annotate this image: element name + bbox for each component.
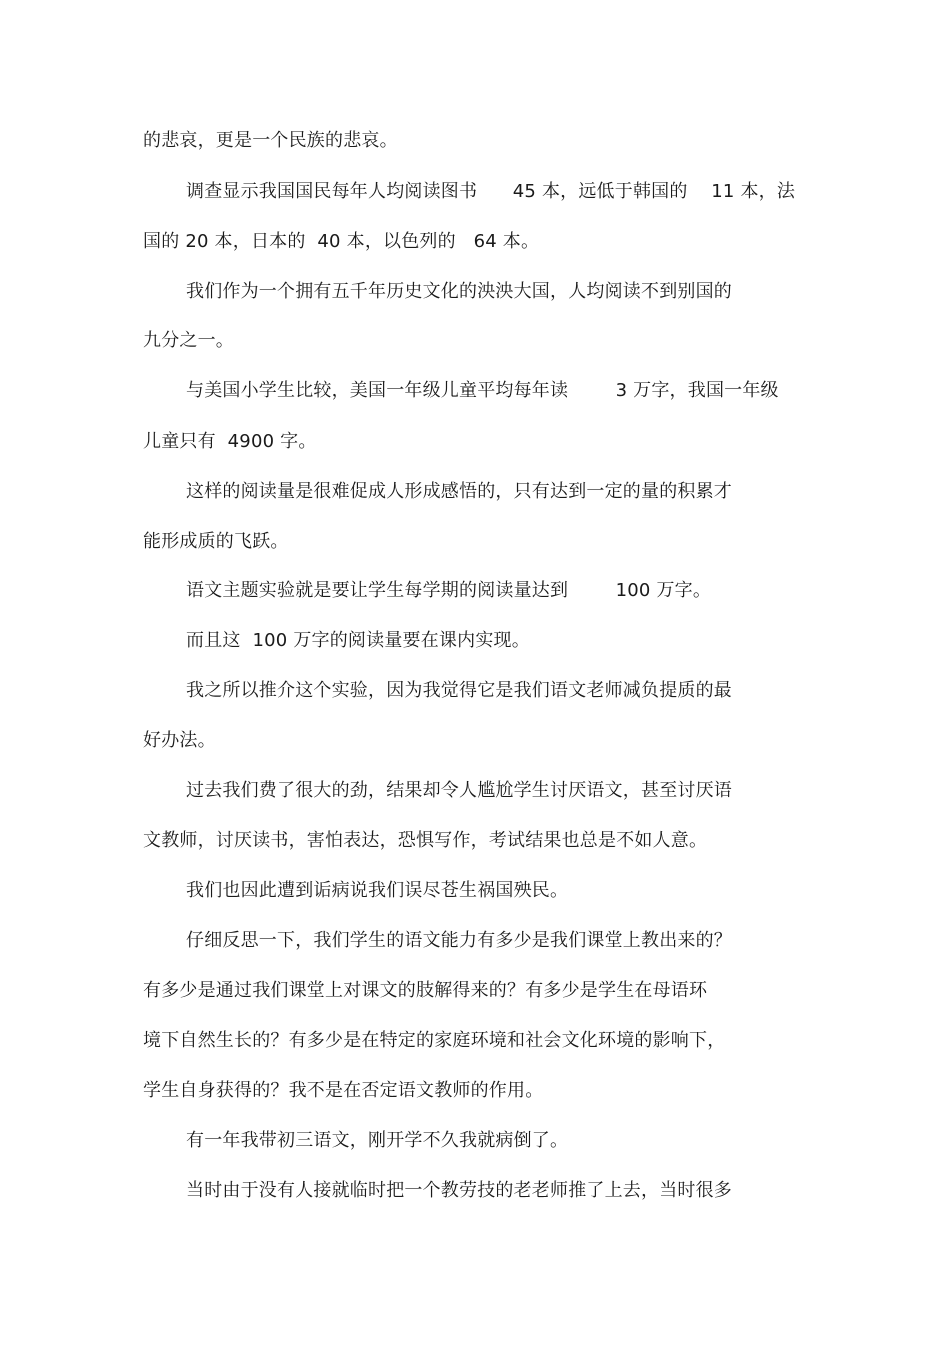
- text-line-22: 当时由于没有人接就临时把一个教劳技的老老师推了上去，当时很多: [186, 1180, 732, 1201]
- text-line-13: 好办法。: [143, 730, 216, 751]
- text-line-8: 这样的阅读量是很难促成人形成感悟的，只有达到一定的量的积累才: [186, 481, 732, 502]
- text-line-20: 学生自身获得的？我不是在否定语文教师的作用。: [143, 1080, 544, 1101]
- text-line-11: 而且这 100 万字的阅读量要在课内实现。: [186, 630, 530, 651]
- text-line-12: 我之所以推介这个实验，因为我觉得它是我们语文老师减负提质的最: [186, 680, 732, 701]
- text-line-5: 九分之一。: [143, 330, 234, 351]
- text-line-6: 与美国小学生比较，美国一年级儿童平均每年读 3 万字，我国一年级: [186, 380, 779, 401]
- text-line-2: 调查显示我国国民每年人均阅读图书 45 本，远低于韩国的 11 本，法: [186, 181, 796, 202]
- text-line-7: 儿童只有 4900 字。: [143, 431, 317, 452]
- text-line-1: 的悲哀，更是一个民族的悲哀。: [143, 130, 398, 151]
- text-line-19: 境下自然生长的？有多少是在特定的家庭环境和社会文化环境的影响下，: [143, 1030, 726, 1051]
- text-line-14: 过去我们费了很大的劲，结果却令人尴尬学生讨厌语文，甚至讨厌语: [186, 780, 732, 801]
- text-line-10: 语文主题实验就是要让学生每学期的阅读量达到 100 万字。: [186, 580, 712, 601]
- text-line-15: 文教师，讨厌读书，害怕表达，恐惧写作，考试结果也总是不如人意。: [143, 830, 708, 851]
- text-line-4: 我们作为一个拥有五千年历史文化的泱泱大国，人均阅读不到别国的: [186, 281, 732, 302]
- text-line-9: 能形成质的飞跃。: [143, 531, 289, 552]
- text-line-3: 国的 20 本，日本的 40 本，以色列的 64 本。: [143, 231, 540, 252]
- text-line-21: 有一年我带初三语文，刚开学不久我就病倒了。: [186, 1130, 569, 1151]
- text-line-18: 有多少是通过我们课堂上对课文的肢解得来的？有多少是学生在母语环: [143, 980, 708, 1001]
- text-line-17: 仔细反思一下，我们学生的语文能力有多少是我们课堂上教出来的？: [186, 930, 732, 951]
- text-line-16: 我们也因此遭到诟病说我们误尽苍生祸国殃民。: [186, 880, 569, 901]
